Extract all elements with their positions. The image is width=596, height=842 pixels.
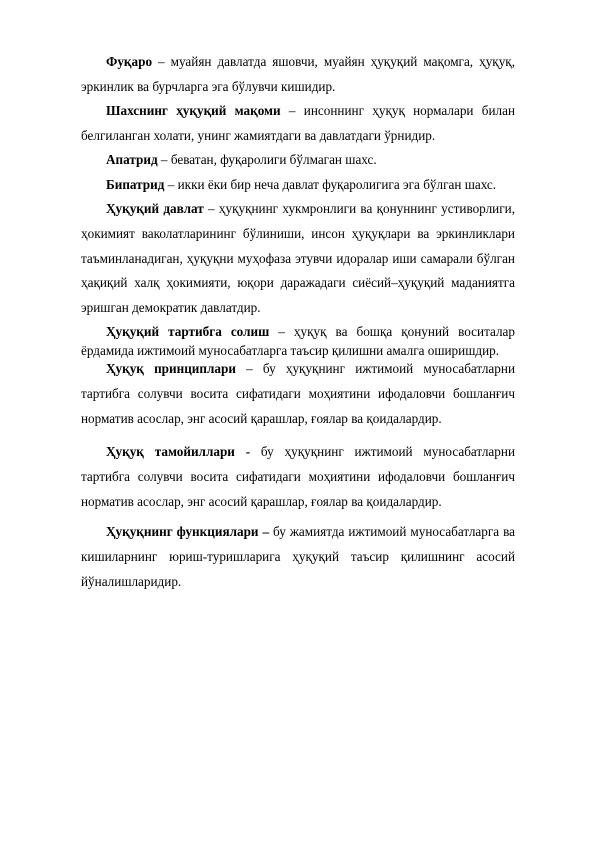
term-label: Апатрид: [106, 152, 158, 167]
definition-legal-regulation: [81, 322, 515, 360]
term-label: Ҳуқуқ принциплари: [106, 361, 236, 376]
definition-text: – икки ёки бир неча давлат фуқаролигига эга бўлган шахс.: [164, 177, 497, 192]
definition-law-principles: [81, 357, 515, 431]
definition-text: – ҳуқуқ ва бошқа қонуний воситалар ёрдамида ижтимоий муносабатларга таъсир қилишни амалга оширишдир.: [81, 324, 515, 358]
definition-bipatride: [81, 173, 515, 198]
definition-legal-status: [81, 99, 515, 149]
term-label: Бипатрид: [106, 177, 165, 192]
term-label: Фуқаро: [106, 54, 153, 69]
term-label: Ҳуқуқ тамойиллари -: [106, 444, 251, 459]
definition-law-tenets: [81, 440, 515, 514]
definition-apatride: [81, 148, 515, 173]
term-label: Шахснинг ҳуқуқий мақоми: [106, 103, 281, 118]
definition-text: бу жамиятда ижтимоий муносабатларга ва кишиларнинг юриш-туришларига ҳуқуқий таъсир қилишнинг асосий йўналишларидир.: [81, 524, 515, 589]
term-label: Ҳуқуқнинг функциялари –: [106, 524, 270, 539]
definition-text: – муайян давлатда яшовчи, муайян ҳуқуқий мақомга, ҳуқуқ, эркинлик ва бурчларга эга бўлувчи кишидир.: [81, 54, 515, 94]
definition-rule-of-law-state: [81, 197, 515, 321]
definition-law-functions: [81, 520, 515, 594]
definition-citizen: [81, 50, 515, 100]
definition-text: – беватан, фуқаролиги бўлмаган шахс.: [157, 152, 377, 167]
definition-text: – ҳуқуқнинг хукмронлиги ва қонуннинг устиворлиги, ҳокимият ваколатларининг бўлиниши, инсон ҳуқуқлари ва эркинликлари таъминланадиган, ҳуқуқни муҳофаза этувчи идоралар иши самарали бўлган ҳақиқий халқ ҳокимияти, юқори даражадаги сиёсий–ҳуқуқий маданиятга эришган демократик давлатдир.: [81, 201, 515, 316]
definition-text: – инсоннинг ҳуқуқ нормалари билан белгиланган холати, унинг жамиятдаги ва давлатдаги ўрнидир.: [81, 103, 515, 143]
term-label: Ҳуқуқий давлат: [106, 201, 204, 216]
term-label: Ҳуқуқий тартибга солиш: [106, 324, 270, 339]
definition-text: – бу ҳуқуқнинг ижтимоий муносабатларни тартибга солувчи восита сифатидаги моҳиятини ифодаловчи бошланғич норматив асослар, энг асосий қарашлар, ғоялар ва қоидалардир.: [81, 361, 515, 426]
definition-text: бу ҳуқуқнинг ижтимоий муносабатларни тартибга солувчи восита сифатидаги моҳиятини ифодаловчи бошланғич норматив асослар, энг асосий қарашлар, ғоялар ва қоидалардир.: [81, 444, 515, 509]
